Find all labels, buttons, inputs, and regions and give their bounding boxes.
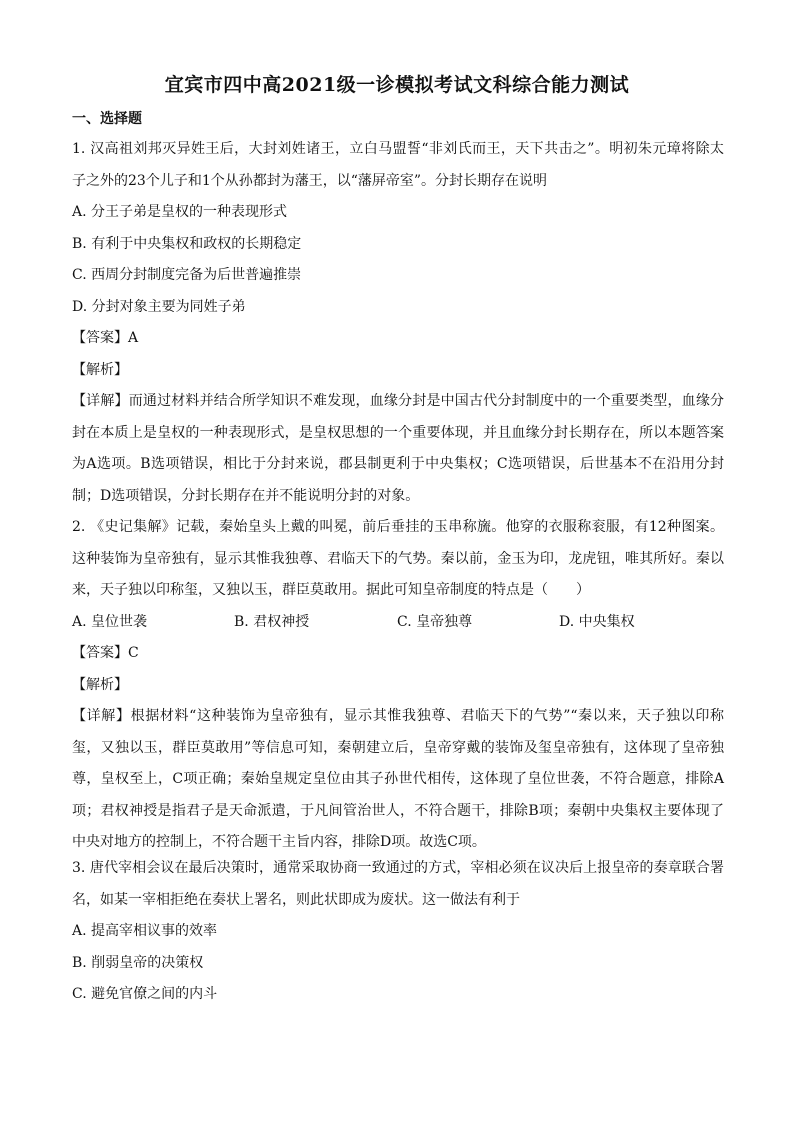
question-1 bbox=[72, 134, 724, 512]
detail-line: 【详解】而通过材料并结合所学知识不难发现，血缘分封是中国古代分封制度中的一个重要类型，血缘分 bbox=[72, 393, 724, 409]
option-c: C. 皇帝独尊 bbox=[397, 613, 473, 630]
page-title: 宜宾市四中高2021级一诊模拟考试文科综合能力测试 bbox=[164, 74, 630, 96]
detail-line: 制；D选项错误，分封长期存在并不能说明分封的对象。 bbox=[72, 487, 420, 504]
detail-line: 项；君权神授是指君子是天命派遣，于凡间管治世人，不符合题干，排除B项；秦朝中央集权主要体现了 bbox=[72, 802, 724, 819]
question-stem-line: 1. 汉高祖刘邦灭异姓王后，大封刘姓诸王，立白马盟誓“非刘氏而王，天下共击之”。明初朱元璋将除太 bbox=[72, 141, 724, 157]
option-d: D. 分封对象主要为同姓子弟 bbox=[72, 298, 246, 315]
detail-line: 封在本质上是皇权的一种表现形式，是皇权思想的一个重要体现，并且血缘分封长期存在，所以本题答案 bbox=[72, 424, 724, 441]
option-b: B. 君权神授 bbox=[234, 613, 310, 630]
question-stem-line: 名，如某一宰相拒绝在奏状上署名，则此状即成为废状。这一做法有利于 bbox=[72, 891, 520, 908]
question-stem-line: 来，天子独以印称玺，又独以玉，群臣莫敢用。据此可知皇帝制度的特点是（ ） bbox=[72, 582, 590, 598]
analysis-label: 【解析】 bbox=[72, 361, 128, 378]
option-d: D. 中央集权 bbox=[559, 613, 635, 630]
answer-label: 【答案】C bbox=[72, 645, 139, 661]
option-c: C. 西周分封制度完备为后世普遍推崇 bbox=[72, 267, 302, 283]
option-a: A. 皇位世袭 bbox=[72, 613, 148, 630]
analysis-label: 【解析】 bbox=[72, 676, 128, 693]
question-stem-line: 2. 《史记集解》记载，秦始皇头上戴的叫冕，前后垂挂的玉串称旒。他穿的衣服称衮服，有12种图案。 bbox=[72, 519, 724, 535]
question-stem-line: 3. 唐代宰相会议在最后决策时，通常采取协商一致通过的方式，宰相必须在议决后上报皇帝的奏章联合署 bbox=[72, 860, 724, 876]
detail-line: 玺，又独以玉，群臣莫敢用”等信息可知，秦朝建立后，皇帝穿戴的装饰及玺皇帝独有，这体现了皇帝独 bbox=[72, 739, 724, 756]
question-stem-line: 这种装饰为皇帝独有，显示其惟我独尊、君临天下的气势。秦以前，金玉为印，龙虎钮，唯其所好。秦以 bbox=[72, 550, 724, 567]
question-stem-line: 子之外的23个儿子和1个从孙都封为藩王，以“藩屏帝室”。分封长期存在说明 bbox=[72, 172, 548, 189]
option-a: A. 提高宰相议事的效率 bbox=[72, 923, 218, 939]
question-2 bbox=[72, 512, 724, 859]
question-3 bbox=[72, 853, 724, 1011]
option-b: B. 削弱皇帝的决策权 bbox=[72, 954, 204, 971]
options-row bbox=[72, 607, 724, 639]
option-a: A. 分王子弟是皇权的一种表现形式 bbox=[72, 204, 288, 220]
detail-line: 尊，皇权至上，C项正确；秦始皇规定皇位由其子孙世代相传，这体现了皇位世袭，不符合题意，排除A bbox=[72, 771, 724, 787]
section-heading: 一、选择题 bbox=[72, 111, 142, 127]
option-b: B. 有利于中央集权和政权的长期稳定 bbox=[72, 235, 302, 252]
detail-line: 【详解】根据材料“这种装饰为皇帝独有，显示其惟我独尊、君临天下的气势”“秦以来，天子独以印称 bbox=[72, 708, 724, 724]
answer-label: 【答案】A bbox=[72, 330, 139, 346]
detail-line: 中央对地方的控制上，不符合题干主旨内容，排除D项。故选C项。 bbox=[72, 834, 486, 850]
option-c: C. 避免官僚之间的内斗 bbox=[72, 986, 218, 1002]
detail-line: 为A选项。B选项错误，相比于分封来说，郡县制更利于中央集权；C选项错误，后世基本不在沿用分封 bbox=[72, 456, 724, 472]
